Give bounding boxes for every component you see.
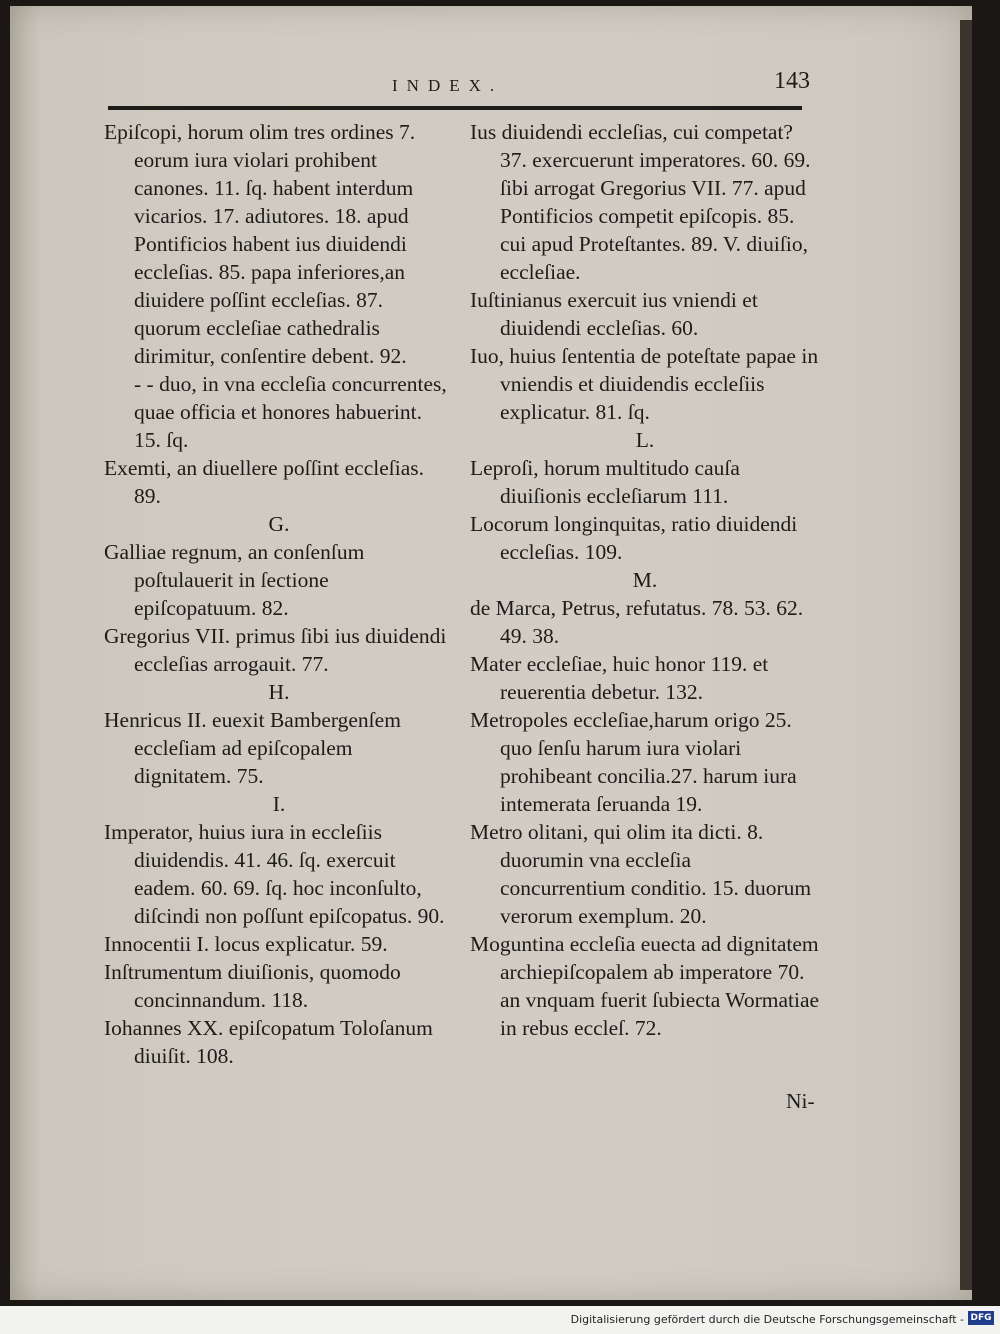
- section-letter: H.: [268, 680, 290, 704]
- index-entry: Innocentii I. locus explicatur. 59.: [104, 932, 388, 956]
- section-letter: G.: [268, 512, 290, 536]
- index-entry: Exemti, an diuellere poſſint eccleſias. 89.: [104, 456, 424, 508]
- index-entry: Metro olitani, qui olim ita dicti. 8. duorumin vna eccleſia concurrentium conditio. 15. duorum verorum exemplum. 20.: [470, 820, 812, 928]
- index-entry: Inſtrumentum diuiſionis, quomodo concinnandum. 118.: [104, 960, 401, 1012]
- header-rule: [108, 106, 802, 110]
- dfg-logo: DFG: [968, 1311, 994, 1325]
- index-column-left: [104, 118, 454, 1070]
- catchword: Ni-: [786, 1089, 815, 1113]
- index-entry: Iuſtinianus exercuit ius vniendi et diuidendi eccleſias. 60.: [470, 288, 758, 340]
- index-column-right: [470, 118, 820, 1042]
- index-entry: - - duo, in vna eccleſia concurrentes, quae officia et honores habuerint. 15. ſq.: [134, 372, 447, 452]
- index-entry: de Marca, Petrus, refutatus. 78. 53. 62. 49. 38.: [470, 596, 804, 648]
- index-entry: Gregorius VII. primus ſibi ius diuidendi eccleſias arrogauit. 77.: [104, 624, 447, 676]
- index-entry: Epiſcopi, horum olim tres ordines 7. eorum iura violari prohibent canones. 11. ſq. habent interdum vicarios. 17. adiutores. 18. apud Pontificios habent ius diuidendi eccleſias. 85. papa inferiores,an diuidere poſſint eccleſias. 87. quorum eccleſiae cathedralis dirimitur, conſentire debent. 92.: [104, 120, 416, 368]
- section-letter: M.: [632, 568, 658, 592]
- page-header: [110, 68, 810, 98]
- index-entry: Imperator, huius iura in eccleſiis diuidendis. 41. 46. ſq. exercuit eadem. 60. 69. ſq. hoc inconſulto, diſcindi non poſſunt epiſcopatus. 90.: [104, 820, 445, 928]
- digitization-credit: Digitalisierung gefördert durch die Deutsche Forschungsgemeinschaft -: [570, 1313, 964, 1326]
- section-letter: L.: [635, 428, 655, 452]
- index-entry: Galliae regnum, an conſenſum poſtulauerit in ſectione epiſcopatuum. 82.: [104, 540, 365, 620]
- index-entry: Iuo, huius ſententia de poteſtate papae in vniendis et diuidendis eccleſiis explicatur. 81. ſq.: [470, 344, 819, 424]
- index-entry: Locorum longinquitas, ratio diuidendi eccleſias. 109.: [470, 512, 798, 564]
- index-entry: Ius diuidendi eccleſias, cui competat? 37. exercuerunt imperatores. 60. 69. ſibi arrogat Gregorius VII. 77. apud Pontificios competit epiſcopis. 85. cui apud Proteſtantes. 89. V. diuiſio, eccleſiae.: [470, 120, 811, 284]
- index-entry: Metropoles eccleſiae,harum origo 25. quo ſenſu harum iura violari prohibeant concilia.27. harum iura intemerata ſeruanda 19.: [470, 708, 797, 816]
- index-entry: Henricus II. euexit Bambergenſem eccleſiam ad epiſcopalem dignitatem. 75.: [104, 708, 401, 788]
- page-number: 143: [774, 68, 810, 94]
- running-title: INDEX.: [392, 76, 504, 95]
- index-entry: Mater eccleſiae, huic honor 119. et reuerentia debetur. 132.: [470, 652, 769, 704]
- section-letter: I.: [272, 792, 286, 816]
- index-entry: Moguntina eccleſia euecta ad dignitatem archiepiſcopalem ab imperatore 70. an vnquam fuerit ſubiecta Wormatiae in rebus eccleſ. 72.: [470, 932, 820, 1040]
- index-entry: Leproſi, horum multitudo cauſa diuiſionis eccleſiarum 111.: [470, 456, 740, 508]
- index-entry: Iohannes XX. epiſcopatum Toloſanum diuiſit. 108.: [104, 1016, 433, 1068]
- page-edge: [960, 20, 972, 1290]
- footer-bar: [0, 1306, 1000, 1334]
